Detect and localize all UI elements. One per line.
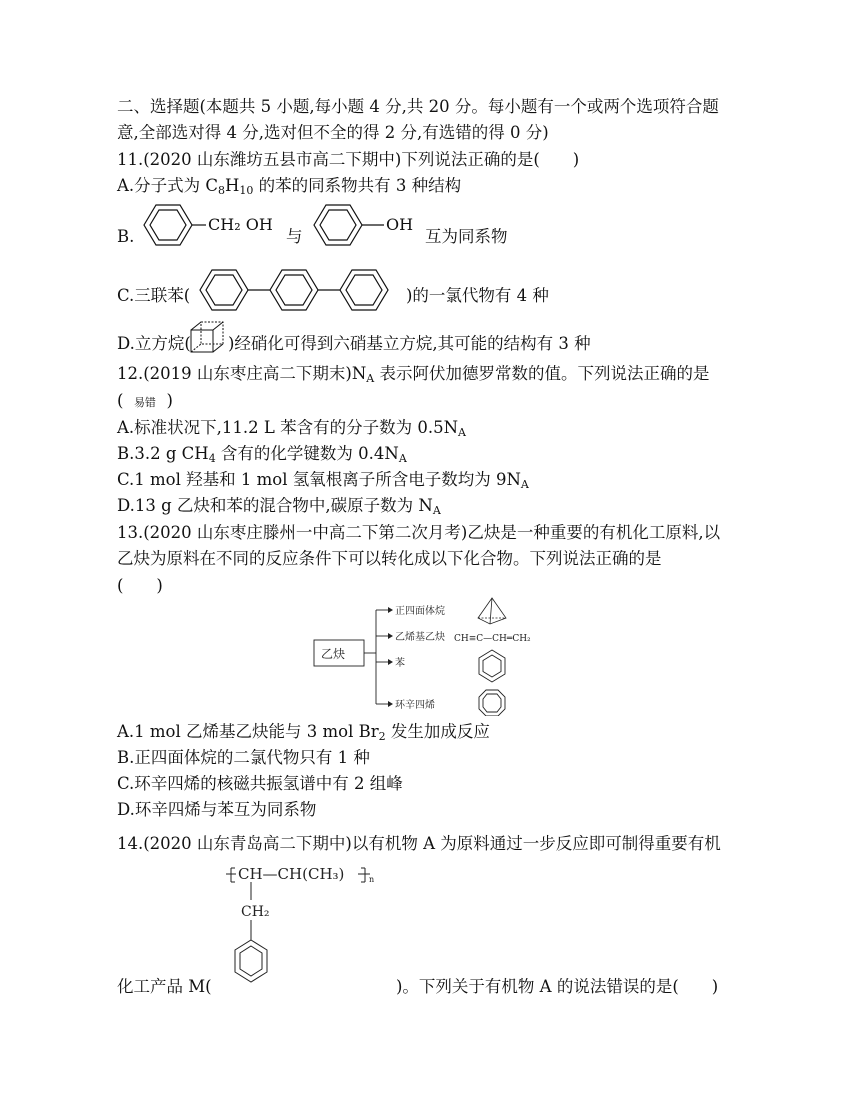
q13-option-b: B.正四面体烷的二氯代物只有 1 种 [117,748,370,767]
q12-option-b: B.3.2 g $CH_4$ 含有的化学键数为 $0.4N_A$ [117,444,407,465]
benzene-label: 苯 [395,658,405,669]
cyclooctatetraene-label: 环辛四烯 [395,700,435,711]
q11-option-b-with: 与 [286,227,303,246]
q13-stem-line2: 乙炔为原料在不同的反应条件下可以转化成以下化合物。下列说法正确的是 [117,549,662,568]
polymer-m-structure [224,858,394,998]
tetrahedrane-structure [478,598,506,624]
q11-option-a: A.分子式为 $C_8H_{10}$ 的苯的同系物共有 3 种结构 [117,176,462,197]
q12-stem: 12.(2019 山东枣庄高二下期末)$N_A$ 表示阿伏加德罗常数的值。下列说法正确的是 [117,364,710,385]
error-prone-tag: 易错 [133,396,156,409]
q13-option-a: A.1 mol 乙烯基乙炔能与 3 mol $Br_2$ 发生加成反应 [117,722,490,743]
q14-stem-line2-pre: 化工产品 M( [117,977,212,996]
acetylene-reaction-diagram [312,596,572,716]
q12-option-c: C.1 mol 羟基和 1 mol 氢氧根离子所含电子数均为 $9N_A$ [117,470,529,491]
polymer-backbone-text: CH—CH(CH₃) [238,865,345,883]
terphenyl-structure [198,264,408,316]
q13-option-d: D.环辛四烯与苯互为同系物 [117,800,317,819]
polymer-ch2-text: CH₂ [241,904,270,920]
q14-stem-line1: 14.(2020 山东青岛高二下期中)以有机物 A 为原料通过一步反应即可制得重要有机 [117,834,721,853]
ch2oh-text: CH₂ OH [208,215,273,234]
vinylacetylene-label: 乙烯基乙炔 [395,632,445,643]
q12-option-a: A.标准状况下,11.2 L 苯含有的分子数为 $0.5N_A$ [117,418,466,439]
tetrahedrane-label: 正四面体烷 [395,606,445,617]
polymer-n-text: n [369,875,375,884]
q14-stem-line2-post: )。下列关于有机物 A 的说法错误的是( ) [396,977,719,996]
phenol-structure [310,200,420,250]
benzene-structure [479,650,505,682]
q11-option-d-pre: D.立方烷( [117,334,191,353]
q11-option-d-post: )经硝化可得到六硝基立方烷,其可能的结构有 3 种 [228,334,591,353]
acetylene-label: 乙炔 [321,647,346,661]
q11-option-b-end: 互为同系物 [425,227,508,246]
section-instructions-line1: 二、选择题(本题共 5 小题,每小题 4 分,共 20 分。每小题有一个或两个选项符合题 [117,97,719,116]
q11-option-b-label: B. [117,227,135,246]
q13-stem-line3: ( ) [117,576,163,595]
q11-stem: 11.(2020 山东潍坊五县市高二下期中)下列说法正确的是( ) [117,150,580,169]
q13-option-c: C.环辛四烯的核磁共振氢谱中有 2 组峰 [117,774,403,793]
section-instructions-line2: 意,全部选对得 4 分,选对但不全的得 2 分,有选错的得 0 分) [117,123,549,142]
q13-stem-line1: 13.(2020 山东枣庄滕州一中高二下第二次月考)乙炔是一种重要的有机化工原料,以 [117,523,721,542]
benzyl-alcohol-structure [140,200,280,250]
q11-option-c-pre: C.三联苯( [117,286,191,305]
q12-tag-line: ( 易错 ) [117,391,173,410]
q12-option-d: D.13 g 乙炔和苯的混合物中,碳原子数为 $N_A$ [117,496,441,517]
q11-option-c-post: )的一氯代物有 4 种 [406,286,549,305]
cubane-structure [189,320,227,356]
cyclooctatetraene-structure [479,690,505,716]
vinylacetylene-formula: CH≡C—CH═CH₂ [454,634,531,644]
oh-text: OH [386,215,414,234]
